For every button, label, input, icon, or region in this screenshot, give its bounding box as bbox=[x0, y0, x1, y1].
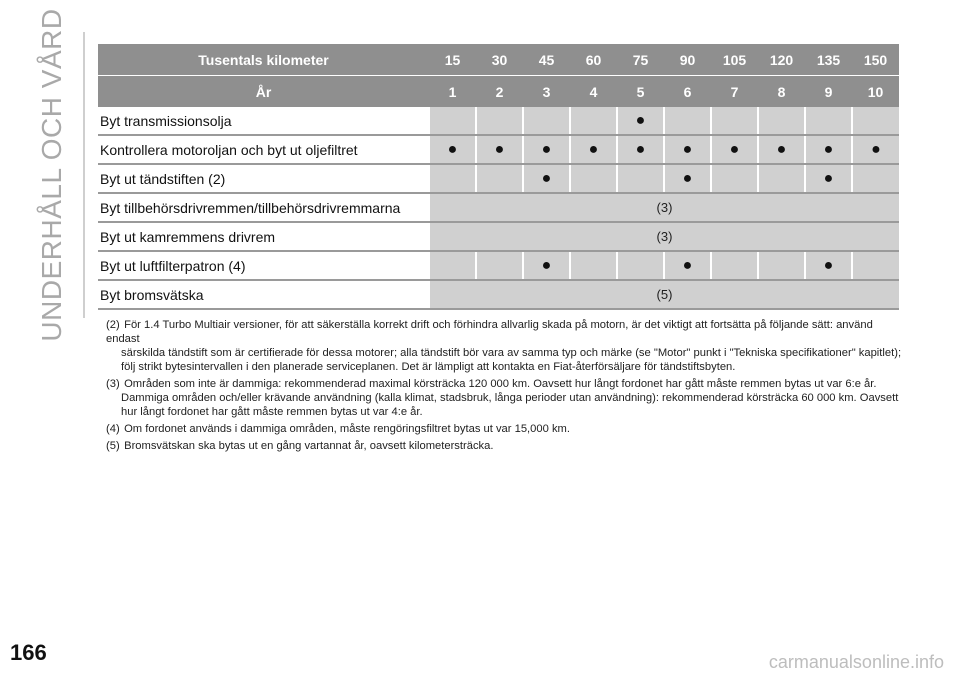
row-label: Byt ut tändstiften (2) bbox=[98, 164, 429, 193]
table-row bbox=[98, 251, 899, 280]
footnote-text: Bromsvätskan ska bytas ut en gång vartannat år, oavsett kilometersträcka. bbox=[124, 440, 494, 452]
footnote bbox=[106, 318, 906, 374]
service-dot: ● bbox=[570, 135, 617, 164]
row-label: Kontrollera motoroljan och byt ut oljefiltret bbox=[98, 135, 429, 164]
footnote bbox=[106, 439, 906, 453]
header-year-cell: 4 bbox=[570, 76, 617, 108]
header-year-cell: 5 bbox=[617, 76, 664, 108]
header-km-cell: 90 bbox=[664, 44, 711, 76]
service-dot: ● bbox=[852, 135, 899, 164]
service-cell bbox=[758, 107, 805, 135]
header-year-cell: 8 bbox=[758, 76, 805, 108]
row-label: Byt transmissionsolja bbox=[98, 107, 429, 135]
watermark: carmanualsonline.info bbox=[768, 652, 944, 672]
footnote-number: (4) bbox=[106, 423, 120, 435]
table-row bbox=[98, 107, 899, 135]
footnote-text: Områden som inte är dammiga: rekommenderad maximal körsträcka 120 000 km. Oavsett hur långt fordonet har gått måste remmen bytas ut var 6:e år. bbox=[124, 378, 877, 390]
service-cell bbox=[758, 251, 805, 280]
header-km-cell: 30 bbox=[476, 44, 523, 76]
service-cell bbox=[805, 107, 852, 135]
service-dot: ● bbox=[476, 135, 523, 164]
footnote bbox=[106, 422, 906, 436]
service-cell bbox=[476, 251, 523, 280]
service-cell bbox=[523, 107, 570, 135]
footnote-continuation: särskilda tändstift som är certifierade för dessa motorer; alla tändstift bör vara av samma typ och märke (se "Motor" punkt i "Tekniska specifikationer" kapitlet); följ strikt bytesintervallen i den planerade serviceplanen. Det är lämpligt att kontakta en Fiat-återförsäljare för tändstiftsbyten. bbox=[121, 347, 902, 373]
service-dot: ● bbox=[711, 135, 758, 164]
header-year-cell: 10 bbox=[852, 76, 899, 108]
table-row bbox=[98, 280, 899, 309]
section-title-text: UNDERHÅLL OCH VÅRD bbox=[36, 8, 67, 342]
header-year-cell: 1 bbox=[429, 76, 476, 108]
service-cell bbox=[664, 107, 711, 135]
table-row bbox=[98, 193, 899, 222]
header-km-cell: 105 bbox=[711, 44, 758, 76]
table-row bbox=[98, 164, 899, 193]
footnote-text: Om fordonet används i dammiga områden, måste rengöringsfiltret bytas ut var 15,000 km. bbox=[124, 423, 570, 435]
header-km-cell: 120 bbox=[758, 44, 805, 76]
header-km-cell: 15 bbox=[429, 44, 476, 76]
service-dot: ● bbox=[664, 251, 711, 280]
service-cell bbox=[429, 251, 476, 280]
footnote-text: För 1.4 Turbo Multiair versioner, för att säkerställa korrekt drift och förhindra allvarlig skada på motorn, är det viktigt att fortsätta på följande sätt: använd endast bbox=[106, 319, 873, 345]
service-cell bbox=[429, 107, 476, 135]
footnote-number: (3) bbox=[106, 378, 120, 390]
footnote bbox=[106, 377, 906, 419]
header-km-cell: 150 bbox=[852, 44, 899, 76]
header-km-label: Tusentals kilometer bbox=[98, 44, 429, 76]
table-row bbox=[98, 135, 899, 164]
service-cell bbox=[476, 164, 523, 193]
header-row-year bbox=[98, 76, 899, 108]
header-year-cell: 9 bbox=[805, 76, 852, 108]
service-cell bbox=[852, 107, 899, 135]
service-dot: ● bbox=[429, 135, 476, 164]
footnote-number: (2) bbox=[106, 319, 120, 331]
row-span-note: (3) bbox=[429, 222, 899, 251]
service-cell bbox=[476, 107, 523, 135]
service-dot: ● bbox=[664, 135, 711, 164]
footnotes bbox=[106, 318, 906, 456]
header-year-cell: 7 bbox=[711, 76, 758, 108]
header-row-km bbox=[98, 44, 899, 76]
header-year-cell: 3 bbox=[523, 76, 570, 108]
service-dot: ● bbox=[805, 164, 852, 193]
service-dot: ● bbox=[617, 135, 664, 164]
section-title bbox=[24, 8, 80, 342]
footnote-continuation: Dammiga områden och/eller krävande användning (kalla klimat, stadsbruk, långa perioder utan användning): rekommenderad körsträcka 60 000 km. Oavsett hur långt fordonet har gått måste remmen bytas ut var 4:e år. bbox=[121, 392, 899, 418]
service-cell bbox=[617, 164, 664, 193]
row-span-note: (5) bbox=[429, 280, 899, 309]
header-km-cell: 60 bbox=[570, 44, 617, 76]
header-year-cell: 2 bbox=[476, 76, 523, 108]
service-cell bbox=[617, 251, 664, 280]
row-label: Byt tillbehörsdrivremmen/tillbehörsdrivremmarna bbox=[98, 193, 429, 222]
row-label: Byt bromsvätska bbox=[98, 280, 429, 309]
header-km-cell: 75 bbox=[617, 44, 664, 76]
service-dot: ● bbox=[805, 135, 852, 164]
service-dot: ● bbox=[523, 135, 570, 164]
service-cell bbox=[852, 251, 899, 280]
row-span-note: (3) bbox=[429, 193, 899, 222]
header-km-cell: 45 bbox=[523, 44, 570, 76]
service-dot: ● bbox=[664, 164, 711, 193]
row-label: Byt ut kamremmens drivrem bbox=[98, 222, 429, 251]
service-cell bbox=[711, 251, 758, 280]
section-divider bbox=[83, 32, 85, 318]
service-cell bbox=[570, 107, 617, 135]
service-cell bbox=[570, 251, 617, 280]
header-year-cell: 6 bbox=[664, 76, 711, 108]
page-number: 166 bbox=[10, 640, 47, 665]
service-dot: ● bbox=[617, 107, 664, 135]
header-year-label: År bbox=[98, 76, 429, 108]
service-cell bbox=[758, 164, 805, 193]
footnote-number: (5) bbox=[106, 440, 120, 452]
header-km-cell: 135 bbox=[805, 44, 852, 76]
service-cell bbox=[711, 164, 758, 193]
service-dot: ● bbox=[758, 135, 805, 164]
row-label: Byt ut luftfilterpatron (4) bbox=[98, 251, 429, 280]
service-dot: ● bbox=[523, 164, 570, 193]
maintenance-table bbox=[98, 44, 899, 310]
service-cell bbox=[711, 107, 758, 135]
service-cell bbox=[570, 164, 617, 193]
table-row bbox=[98, 222, 899, 251]
service-cell bbox=[852, 164, 899, 193]
service-dot: ● bbox=[523, 251, 570, 280]
service-cell bbox=[429, 164, 476, 193]
service-dot: ● bbox=[805, 251, 852, 280]
